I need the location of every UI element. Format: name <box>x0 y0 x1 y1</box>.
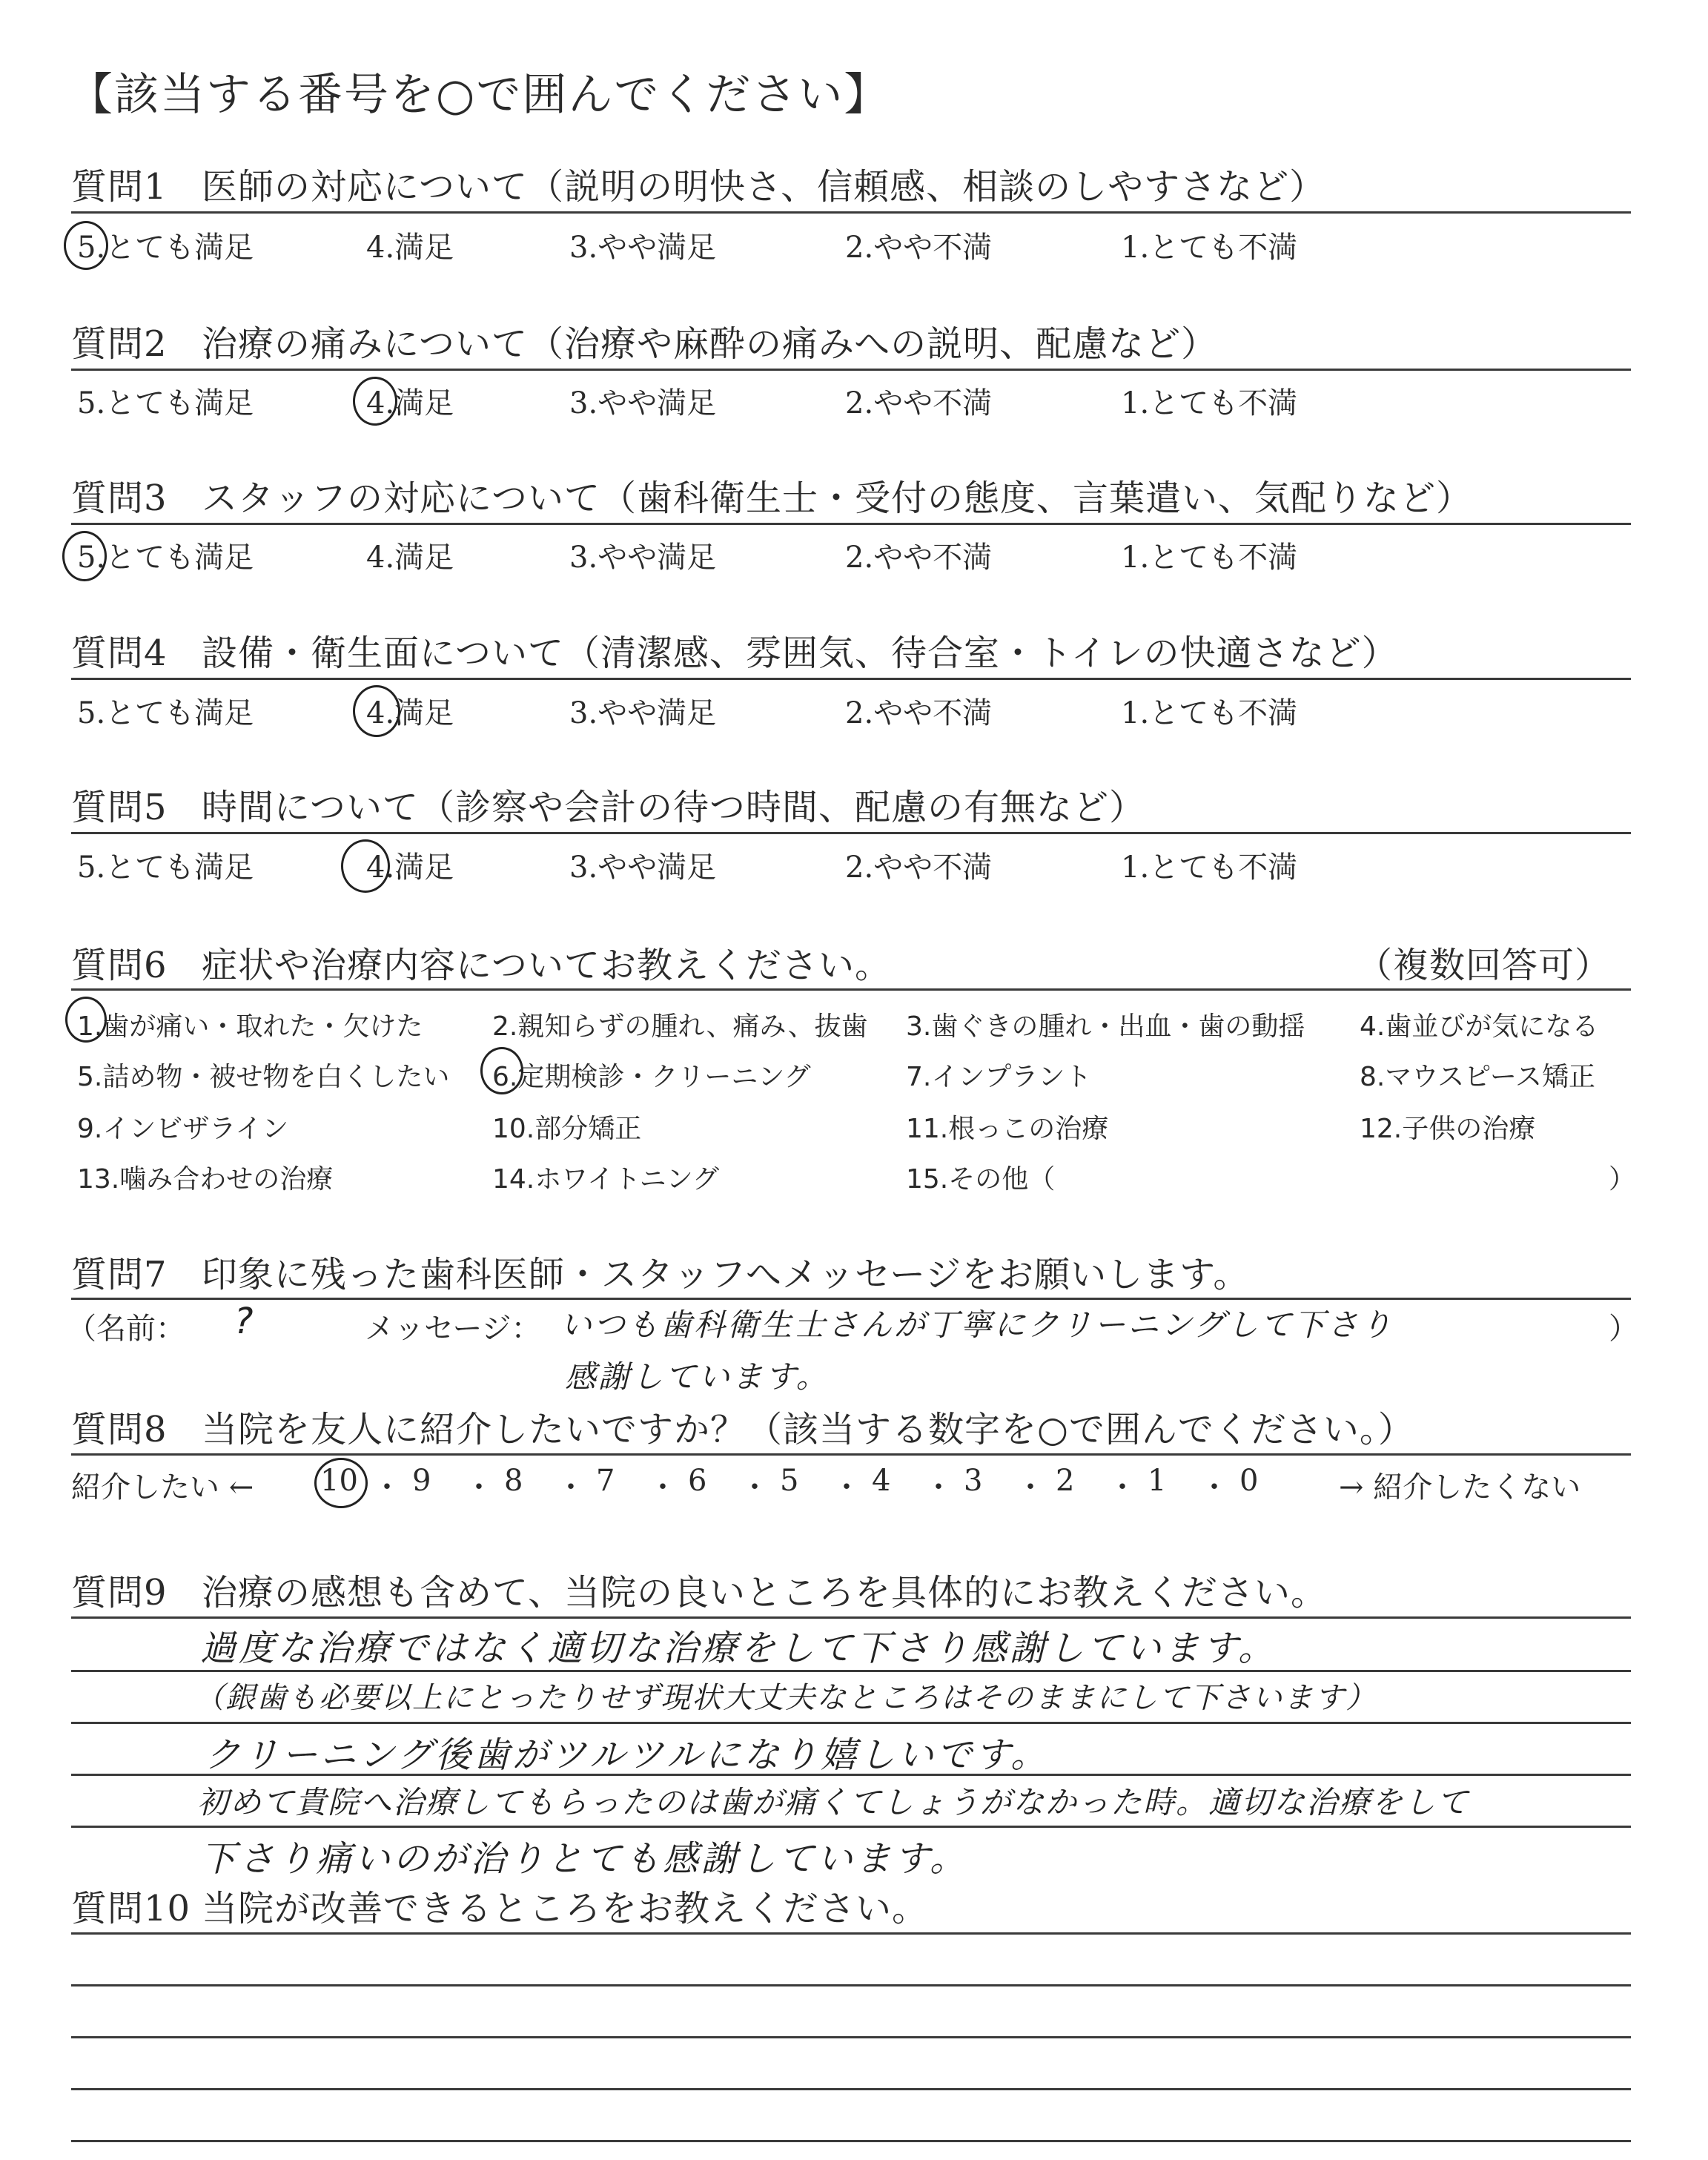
q8-scale-separator: ・ <box>372 1470 402 1505</box>
q7-close: ） <box>1609 1312 1638 1346</box>
q6-option-10[interactable]: 10.部分矯正 <box>492 1114 642 1144</box>
q3-rule <box>71 523 1631 525</box>
q7-text: 印象に残った歯科医師・スタッフへメッセージをお願いします。 <box>202 1254 1250 1295</box>
q6-option-2[interactable]: 2.親知らずの腫れ、痛み、抜歯 <box>492 1011 868 1042</box>
q5-label: 質問5 <box>71 787 168 828</box>
q3-option-3[interactable]: 3.やや満足 <box>569 541 717 575</box>
q4-selection-circle <box>353 685 400 737</box>
q8-scale-10[interactable]: 10 <box>320 1464 358 1498</box>
q7-rule <box>71 1298 1631 1300</box>
q6-option-5[interactable]: 5.詰め物・被せ物を白くしたい <box>77 1062 450 1092</box>
q1-selection-circle <box>64 221 108 270</box>
q1-label: 質問1 <box>71 166 168 208</box>
q6-rule <box>71 988 1631 991</box>
q7-label: 質問7 <box>71 1254 168 1295</box>
q9-label: 質問9 <box>71 1572 168 1614</box>
q9-answer-line-3: クリーニング後歯がツルツルになり嬉しいです。 <box>205 1734 1050 1776</box>
q6-option-14[interactable]: 14.ホワイトニング <box>492 1164 720 1195</box>
q8-scale-3[interactable]: 3 <box>964 1464 983 1498</box>
q1-option-4[interactable]: 4.満足 <box>366 231 454 265</box>
q6-option-9[interactable]: 9.インビザライン <box>77 1114 289 1144</box>
q2-text: 治療の痛みについて（治療や麻酔の痛みへの説明、配慮など） <box>202 323 1218 365</box>
q8-scale-separator: ・ <box>1108 1470 1137 1505</box>
q4-option-1[interactable]: 1.とても不満 <box>1121 696 1298 730</box>
q9-rule-3 <box>71 1722 1631 1724</box>
q2-option-3[interactable]: 3.やや満足 <box>569 386 717 420</box>
q8-selection-circle <box>314 1458 368 1508</box>
q10-rule-2 <box>71 1984 1631 1986</box>
q8-scale-6[interactable]: 6 <box>688 1464 707 1498</box>
q8-scale-2[interactable]: 2 <box>1056 1464 1075 1498</box>
q6-option-4[interactable]: 4.歯並びが気になる <box>1360 1011 1599 1042</box>
q8-scale-separator: ・ <box>740 1470 769 1505</box>
q3-option-5[interactable]: 5.とても満足 <box>77 541 254 575</box>
q8-scale-separator: ・ <box>832 1470 861 1505</box>
q8-scale-5[interactable]: 5 <box>780 1464 799 1498</box>
q5-selection-circle <box>341 839 390 893</box>
q4-option-4[interactable]: 4.満足 <box>366 696 454 730</box>
q6-option-15[interactable]: 15.その他（ <box>906 1164 1056 1195</box>
q6-option-12[interactable]: 12.子供の治療 <box>1360 1114 1536 1144</box>
q10-rule-1 <box>71 1932 1631 1935</box>
q6-option-13[interactable]: 13.噛み合わせの治療 <box>77 1164 334 1195</box>
q7-message-line-1: いつも歯科衛生士さんが丁寧にクリーニングして下さり <box>560 1307 1394 1343</box>
q10-rule-3 <box>71 2036 1631 2038</box>
q8-scale-separator: ・ <box>1016 1470 1045 1505</box>
q3-label: 質問3 <box>71 478 168 519</box>
q4-option-3[interactable]: 3.やや満足 <box>569 696 717 730</box>
q7-message-line-2: 感謝しています。 <box>565 1358 830 1395</box>
q6-selection-circle-1 <box>65 997 107 1043</box>
q6-option-7[interactable]: 7.インプラント <box>906 1062 1092 1092</box>
q5-option-3[interactable]: 3.やや満足 <box>569 851 717 885</box>
q4-rule <box>71 678 1631 680</box>
q6-option-3[interactable]: 3.歯ぐきの腫れ・出血・歯の動揺 <box>906 1011 1305 1042</box>
q3-option-4[interactable]: 4.満足 <box>366 541 454 575</box>
q3-option-2[interactable]: 2.やや不満 <box>845 541 993 575</box>
q8-right-label: → 紹介したくない <box>1339 1470 1581 1505</box>
q8-scale-0[interactable]: 0 <box>1239 1464 1259 1498</box>
q9-text: 治療の感想も含めて、当院の良いところを具体的にお教えください。 <box>202 1572 1328 1614</box>
q5-rule <box>71 832 1631 834</box>
q4-option-2[interactable]: 2.やや不満 <box>845 696 993 730</box>
q3-selection-circle <box>62 531 107 581</box>
q5-option-4[interactable]: 4.満足 <box>366 851 454 885</box>
q1-option-5[interactable]: 5.とても満足 <box>77 231 254 265</box>
q9-answer-line-4: 初めて貴院へ治療してもらったのは歯が痛くてしょうがなかった時。適切な治療をして <box>197 1784 1470 1820</box>
q7-name-value: ? <box>234 1301 256 1342</box>
q5-option-1[interactable]: 1.とても不満 <box>1121 851 1298 885</box>
q1-text: 医師の対応について（説明の明快さ、信頼感、相談のしやすさなど） <box>202 166 1326 208</box>
q2-label: 質問2 <box>71 323 168 365</box>
q1-option-3[interactable]: 3.やや満足 <box>569 231 717 265</box>
q8-scale-8[interactable]: 8 <box>504 1464 523 1498</box>
q8-scale-separator: ・ <box>1199 1470 1229 1505</box>
q3-option-1[interactable]: 1.とても不満 <box>1121 541 1298 575</box>
q7-name-label: （名前： <box>67 1312 185 1346</box>
q2-option-5[interactable]: 5.とても満足 <box>77 386 254 420</box>
q5-option-5[interactable]: 5.とても満足 <box>77 851 254 885</box>
q8-scale-separator: ・ <box>556 1470 586 1505</box>
q5-option-2[interactable]: 2.やや不満 <box>845 851 993 885</box>
q9-answer-line-2: （銀歯も必要以上にとったりせず現状大丈夫なところはそのままにして下さいます） <box>194 1681 1377 1715</box>
q8-scale-separator: ・ <box>648 1470 678 1505</box>
q9-answer-line-1: 過度な治療ではなく適切な治療をして下さり感謝しています。 <box>200 1628 1277 1669</box>
q2-option-1[interactable]: 1.とても不満 <box>1121 386 1298 420</box>
q6-text: 症状や治療内容についてお教えください。 <box>202 945 892 986</box>
q8-rule <box>71 1453 1631 1456</box>
q6-option-1[interactable]: 1.歯が痛い・取れた・欠けた <box>77 1011 423 1042</box>
q8-scale-separator: ・ <box>464 1470 494 1505</box>
q1-option-1[interactable]: 1.とても不満 <box>1121 231 1298 265</box>
q4-text: 設備・衛生面について（清潔感、雰囲気、待合室・トイレの快適さなど） <box>202 633 1398 674</box>
q9-answer-line-5: 下さり痛いのが治りとても感謝しています。 <box>200 1838 969 1880</box>
q8-text: 当院を友人に紹介したいですか？（該当する数字を○で囲んでください。） <box>202 1409 1414 1450</box>
q9-rule-5 <box>71 1826 1631 1828</box>
q8-scale-7[interactable]: 7 <box>596 1464 615 1498</box>
q8-left-label: 紹介したい ← <box>71 1470 254 1505</box>
q2-selection-circle <box>353 377 397 426</box>
q5-text: 時間について（診察や会計の待つ時間、配慮の有無など） <box>202 787 1146 828</box>
q1-rule <box>71 211 1631 214</box>
q7-message-label: メッセージ： <box>365 1312 541 1346</box>
q9-rule-1 <box>71 1616 1631 1619</box>
q6-option-6[interactable]: 6.定期検診・クリーニング <box>492 1062 811 1092</box>
instructions-title: 【該当する番号を○で囲んでください】 <box>68 69 890 121</box>
q6-label: 質問6 <box>71 945 168 986</box>
q6-selection-circle-6 <box>480 1047 523 1094</box>
q8-scale-9[interactable]: 9 <box>412 1464 431 1498</box>
q2-option-2[interactable]: 2.やや不満 <box>845 386 993 420</box>
q3-text: スタッフの対応について（歯科衛生士・受付の態度、言葉遣い、気配りなど） <box>202 478 1473 519</box>
q8-scale-1[interactable]: 1 <box>1148 1464 1167 1498</box>
q10-text: 当院が改善できるところをお教えください。 <box>202 1888 929 1929</box>
q8-scale-4[interactable]: 4 <box>872 1464 891 1498</box>
q6-note: （複数回答可） <box>1357 945 1612 986</box>
q10-label: 質問10 <box>71 1888 191 1929</box>
q2-rule <box>71 369 1631 371</box>
q8-label: 質問8 <box>71 1409 168 1450</box>
q6-option-11[interactable]: 11.根っこの治療 <box>906 1114 1109 1144</box>
q4-label: 質問4 <box>71 633 168 674</box>
q6-other-close: ） <box>1609 1164 1636 1195</box>
q6-option-8[interactable]: 8.マウスピース矯正 <box>1360 1062 1596 1092</box>
q4-option-5[interactable]: 5.とても満足 <box>77 696 254 730</box>
q8-scale-separator: ・ <box>924 1470 953 1505</box>
q10-rule-4 <box>71 2088 1631 2090</box>
q2-option-4[interactable]: 4.満足 <box>366 386 454 420</box>
q10-rule-5 <box>71 2140 1631 2142</box>
q1-option-2[interactable]: 2.やや不満 <box>845 231 993 265</box>
